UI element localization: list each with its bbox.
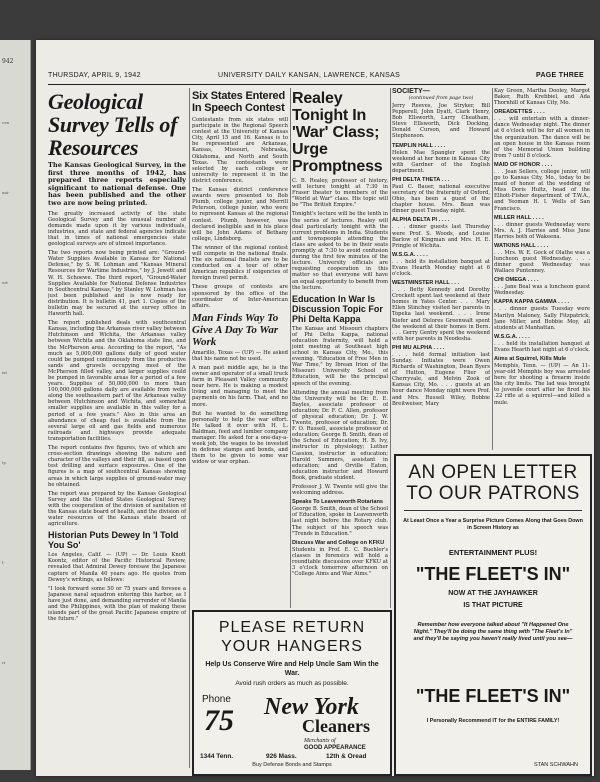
ad-fleet-headline-2: TO OUR PATRONS — [406, 483, 580, 504]
article-paragraph: Tonight's lecture will be the tenth in the series of lectures. Realey will deal particularly tonight with the current problems in India. Students and townspeople attending the class are asked to be in their seats promptly at 7:30 to avoid confusion during the first few minutes of the lecture. University officials are requesting cooperation in this matter so that everyone will have an equal opportunity to benefit from the lecture. — [292, 211, 388, 291]
society-org: W.S.G.A. . . . . — [494, 333, 530, 340]
issue-date: THURSDAY, APRIL 9, 1942 — [48, 72, 141, 79]
society-org: ALPHA DELTA PI . . . . — [392, 217, 450, 224]
ad-good-appearance: GOOD APPEARANCE — [304, 745, 366, 751]
ad-phone-number: 75 — [204, 704, 234, 737]
ad-hangers-line1: PLEASE RETURN — [218, 619, 366, 636]
society-paragraph: . . . held its installation banquet at Evans Hearth last night at 6 o'clock. — [494, 340, 590, 353]
society-paragraph: . . . held its installation banquet at Evans Hearth Monday night at 6 o'clock. — [392, 258, 490, 277]
society-org: OREADETTES . . . . — [494, 109, 545, 116]
article-paragraph: Attending the annual meeting from the University will be Dr. E. E. Bayles, associate professor of education; Dr. F. C. Allen, professor of physical education; Dr. J. W. Twente, professor of education; Dr. F. O. Russell, associate professor of education; George B. Smith, dean of the School of Education; H. B. Ivy, instructor in physiology; Luther Cassion, instructor in education; Harold Summers, assistant in education; and Orville Eaton, education instructor and Howard Book, graduate student. — [292, 389, 388, 481]
ad-hangers-note: Avoid rush orders as much as possible. — [235, 680, 349, 687]
ad-fleet-entertainment: ENTERTAINMENT PLUS! — [448, 548, 538, 557]
ad-merchants: Merchants of — [304, 738, 336, 744]
headline-kfku: Discuss War and College on KFKU — [292, 539, 385, 546]
ad-open-letter-fleets-in — [394, 454, 592, 776]
article-paragraph: Contestants from six states will participate in the Regional Speech contest at the University of Kansas City, April 15 and 16. Kansas is to be represented are Arkansas, Kansas, Missouri, Nebraska, Oklahoma, and North and South Texas. The contestants were selected by each college or university to represent it in the district conference. — [192, 117, 288, 184]
continued-note: (continued from page two) — [408, 96, 474, 101]
society-paragraph: Jerry Reeves, Joe Stryker, Bill Pepperell, John Dyatt, Clark Henry, Bob Ellsworth, Larry Cheatham, Steve Ellsworth, Dick Docking, Donald Curson, and Howard Stephenson. — [392, 103, 490, 140]
ad-address: 926 Mass. — [266, 753, 297, 760]
article-paragraph: A man past middle age, he is the owner and operator of a small truck farm in Pleasant Valley community near here. He is making a modest living and managing to meet the payments on his farm. That, and no more. — [192, 365, 288, 408]
headline-speech-contest: Six States Entered In Speech Contest — [192, 90, 285, 114]
society-org: W.S.G.A. . . . . — [392, 251, 428, 258]
headline-geological-survey: Geological Survey Tells of Resources — [48, 89, 178, 160]
column-divider — [390, 88, 391, 608]
society-title: SOCIETY— — [392, 88, 430, 95]
society-paragraph: . . . will entertain with a dinner-dance Wednesday night. The dinner at 6 o'clock will be for all women in the organization. The dance will be an open house in the Kansas room of the Memorial Union building from 7 until 8 o'clock. — [494, 116, 590, 159]
previous-page-fragment: ist — [2, 370, 7, 375]
article-paragraph: Memphis, Tenn. — (UP) — An 11-year-old Memphis boy was arrested here for shooting a firearm inside the city limits. The lad was brought to juvenile court after he fired his .22 rifle at a squirrel—and killed a mule. — [494, 363, 590, 406]
society-org: KAPPA KAPPA GAMMA . . . . — [494, 299, 569, 306]
society-paragraph: . . . Jane Beal was a luncheon guest Wednesday. — [494, 284, 590, 297]
paper-name: UNIVERSITY DAILY KANSAN, LAWRENCE, KANSAS — [218, 72, 401, 79]
previous-page-edge — [0, 40, 31, 770]
article-paragraph: George B. Smith, dean of the School of Education, spoke in Leavenworth last night before the Rotary club. The subject of his speech was "Trends in Education." — [292, 506, 388, 537]
ad-divider — [404, 510, 582, 511]
article-paragraph: C. B. Realey, professor of history, will lecture tonight at 7:30 in Fraser theater to members of the "World at War" class. His topic will be "The British Empire." — [292, 178, 388, 209]
society-paragraph: . . . dinner guests Tuesday were Marilyn Maloney, Sally Fitzpatrick, Jane Miller, and Bobbie Moy, all students at Manhattan. — [494, 306, 590, 331]
ad-brand-cleaners: Cleaners — [302, 716, 370, 736]
society-org: TEMPLIN HALL . . . . — [392, 142, 446, 149]
previous-page-fragment: ty. — [2, 460, 7, 465]
ad-fleet-recommend: I Personally Recommend IT for the ENTIRE FAMILY! — [426, 718, 560, 724]
article-paragraph: The greatly increased activity of the state Geological Survey and the unusual number of demands made upon it by various individuals, industries, and state and federal agencies indicate that in times of national emergencies state geological surveys are of utmost importance. — [48, 210, 186, 248]
ad-address: 1344 Tenn. — [200, 753, 234, 760]
headline-historian-dewey: Historian Puts Dewey In 'I Told You So' — [48, 530, 179, 551]
previous-page-fragment: cen — [2, 120, 10, 125]
society-paragraph: . . . held formal initiation last Sunday. Initiates were Owen Richards of Washington, Dean Byers of Hutton, Eugene Flier of Cherryvale, and Melvin Zook of Kansas City, Mo. . . . guests at an hour dance Monday night were Prof. and Mrs. Russell Wiley, Bobbie Breitweiser, Mary — [392, 351, 490, 407]
article-paragraph: But he wanted to do something personally to help the war effort. He talked it over with H. L. Baldman, feed and lumber company manager. He asked for a one-day-a-week job, the wages to be invested in defense stamps and bonds, and them to be given to some war widow or war orphan. — [192, 410, 288, 466]
article-paragraph: The report contains five figures, two of which are cross-section drawings showing the nature and character of the valleys and their fill, as based upon test drilling and surface exposures. One of the figures is a map of southcentral Kansas showing areas in which large supplies of ground-water may be obtained. — [48, 445, 186, 488]
article-paragraph: Los Angeles, Calif. — (UP) — Dr. Louis Knott Koontz, editor of the Pacific Historical Review, revealed that Admiral Dewey foresaw the Japanese capture of Manila 40 years ago. He quotes from Dewey's writings, as follows: — [48, 552, 186, 583]
society-paragraph: Paul C. Bauer, national executive secretary of the fraternity of Oxford, Ohio, has been a guest of the chapter house. Mrs. Bean was dinner guest Tuesday night. — [392, 183, 490, 215]
ad-fleet-headline — [400, 462, 586, 504]
ad-defense-bonds: Buy Defense Bonds and Stamps — [252, 762, 332, 768]
article-paragraph: Amarillo, Texas — (UP) — He asked that his name not be used. — [192, 349, 288, 362]
ad-brand-new-york: New York — [264, 694, 359, 720]
ad-fleet-signature: STAN SCHWAHN — [534, 762, 578, 768]
article-paragraph: The winner of the regional contest will compete in the national finals. The six national finalists are to be conducted on a tour of other American republics if exigencies of foreign travel permit. — [192, 244, 288, 282]
society-org: PHI MU ALPHA . . . . — [392, 344, 445, 351]
column-geology — [48, 88, 186, 768]
article-paragraph: The two reports now being printed are: "Ground-Water Supplies Available in Kansas for National Defense," by S. W. Lohman and "Kansas Mineral Resources for Wartime Industries," by J. Jewett and W. H. Schoewe. The third report, "Ground-Water Supplies Available for National Defense Industries in Southcentral Kansas," by Stanley W. Lohman has just been published and is now ready for distribution. It is bulletin 41, part 1. Copies of the bulletin may be secured at the survey office in Haworth hall. — [48, 250, 186, 318]
ad-hangers-headline — [200, 618, 384, 656]
article-paragraph: The report was prepared by the Kansas Geological Survey and the United States Geological Survey with the cooperation of the division of sanitation of the Kansas state board of health, and the division of water resources of the Kansas state board of agriculture. — [48, 490, 186, 528]
society-paragraph: Helen Mae Spangler spent the weekend at her home in Kansas City with Gardner of the English department. — [392, 149, 490, 174]
masthead — [48, 72, 584, 84]
article-paragraph: Students in Prof. E. C. Buehler's classes in forensics will hold a roundtable discussion over KFKU at 3 o'clock tomorrow afternoon on "College Aims and War Aims." — [292, 546, 388, 578]
article-paragraph: The Kansas district conference awards were presented to Bob Plumb, college junior, and Merrill Peterson, college junior, who were to represent Kansas at the regional contest. Plumb, however, was declared ineligible and in his place will be John Adams of Bethany college, Lindsborg. — [192, 187, 288, 242]
ad-fleet-headline-1: AN OPEN LETTER — [408, 462, 578, 483]
ad-fleet-paragraph: Remember how everyone talked about "It Happened One Night." They'll be doing the same thing with "The Fleet's In" and they'll be saying you haven't really lived until you see— — [413, 622, 573, 642]
society-org: PHI DELTA THETA . . . — [392, 176, 450, 183]
society-org: WESTMINSTER HALL . . . — [392, 280, 460, 287]
society-paragraph: . . . dinner guests Wednesday were Mrs. A. J. Harries and Miss June Harries both of Wakeena. — [494, 221, 590, 240]
previous-page-fragment: ani- — [2, 190, 10, 195]
article-paragraph: Professor J. W. Twente will give the welcoming address. — [292, 484, 388, 497]
column-realey — [292, 88, 388, 608]
society-paragraph: . . . dinner guests last Thursday were Prof. S. Woods, and Louise Barlow of Kingman and Mrs. H. E. Pringle of Wichita. — [392, 224, 490, 249]
society-org: WATKINS HALL . . . . — [494, 242, 549, 249]
ad-fleet-is-that: IS THAT PICTURE — [463, 602, 523, 609]
article-paragraph: These groups of contests are sponsored by the office of the coordinator of Inter-American affairs. — [192, 284, 288, 309]
ad-fleet-title-2: "THE FLEET'S IN" — [415, 686, 571, 706]
previous-page-fragment: ert — [2, 280, 8, 285]
column-divider — [189, 88, 190, 768]
society-paragraph: Kay Green, Martha Dooley, Margot Baker, Ruth Krebbiel, and Ada Thornhill of Kansas City, Mo. — [494, 88, 590, 107]
ad-return-hangers — [192, 610, 392, 776]
headline-phi-delta-kappa: Education In War Is Discussion Topic For Phi Delta Kappa — [292, 293, 383, 324]
ad-fleet-now-at: NOW AT THE JAYHAWKER — [448, 590, 538, 597]
ad-fleet-intro: At Least Once a Year a Surprise Picture Comes Along that Goes Down in Screen History as — [403, 518, 583, 531]
column-divider — [290, 88, 291, 608]
article-paragraph: "I look forward some 50 or 75 years and foresee a Japanese naval squadron entering this harbor, as I have just done, and demanding surrender of Manila and the Philippines, with the plan of making these islands part of the great Pacific Japanese empire of the future." — [48, 585, 186, 623]
ad-hangers-line2: YOUR HANGERS — [221, 638, 363, 655]
headline-realey: Realey Tonight In 'War' Class; Urge Promptness — [292, 90, 383, 175]
previous-page-number: 942 — [2, 58, 14, 65]
column-society-cont — [494, 88, 590, 498]
column-divider — [492, 88, 493, 450]
article-paragraph: The Kansas and Missouri chapters of Phi Delta Kappa, national education fraternity, will hold a joint meeting at Southeast high school in Kansas City, Mo., this evening. "Education of Free Men in War Time," by Ibrean Irion of the Missouri University School of Education, will be the principal speech of the evening. — [292, 325, 388, 387]
society-paragraph: . . . Betty Kennedy and Dorothy Crockett spent last weekend at their homes in Yates Center. . . . Mary Ellen Stinchey visited her parents in Topeka last weekend. . . . Irene Kiefer and Delores Greenwalt spent the weekend at their homes in Bern. . . . Gerry Gentry spent the weekend with her parents in Neodesha. — [392, 287, 490, 342]
society-paragraph: . . . Mrs. W. E. Gock of Olathe was a luncheon guest Wednesday. . . . dinner guest Wednesday was Wallace Puntenney. — [494, 249, 590, 275]
previous-page-fragment: ri — [2, 660, 6, 665]
society-org: MILLER HALL . . . . — [494, 214, 544, 221]
newspaper-page — [36, 40, 594, 776]
headline-rotarians: Speaks To Leavenworth Rotarians — [292, 499, 383, 506]
society-paragraph: . . . Jean Sellers, college junior, will go to Kansas City, Mo., today to be maid of honor at the wedding of Miss Doris Hultz, head of the Elliott-Fisher department of T.W.A., and Yeoman H. I. Wells of San Francisco. — [494, 168, 590, 212]
society-org: CHI OMEGA . . . . — [494, 277, 539, 284]
headline-squirrel-mule: Aims at Squirrel, Kills Mule — [494, 356, 567, 362]
headline-man-finds-way: Man Finds Way To Give A Day To War Work — [192, 311, 279, 348]
column-society — [392, 88, 490, 498]
ad-phone-label: Phone — [202, 694, 231, 705]
society-org: MAID OF HONOR . . . . — [494, 161, 553, 168]
page-label: PAGE THREE — [536, 72, 584, 79]
ad-address: 12th & Oread — [326, 753, 367, 760]
ad-hangers-tagline: Help Us Conserve Wire and Help Uncle Sam Win the War. — [205, 661, 379, 677]
masthead-rule — [48, 84, 586, 85]
article-lead: The Kansas Geological Survey, in the first three months of 1942, has prepared three reports especially significant to national defense. One has been published and the other two are now being printed. — [48, 161, 186, 207]
column-speech-contest — [192, 88, 288, 608]
ad-fleet-title-1: "THE FLEET'S IN" — [415, 564, 571, 584]
article-paragraph: The report published deals with southcentral Kansas, including the Arkansas river valley between Hutchinson and Wichita, the Arkansas valley between Wichita and the Oklahoma state line, and the McPherson area. According to the report, "As much as 5,000,000 gallons daily of good water could be pumped continuously from the productive sands and gravels occupying most of the McPherson filled valley, and larger supplies could be pumped in favorable areas for a period of a few years. Supplies of 50,000,000 to more than 100,000,000 gallons daily are available from wells along the southeastern part of the Arkansas valley between Hutchinson and Wichita, and somewhat smaller supplies are available in this valley for a period of a few years." Also in this area an abundance of cheap fuel is available from the several large oil and gas fields and numerous railroads and highways provide adequate transportation facilities. — [48, 320, 186, 442]
previous-page-fragment: l- — [2, 560, 5, 565]
